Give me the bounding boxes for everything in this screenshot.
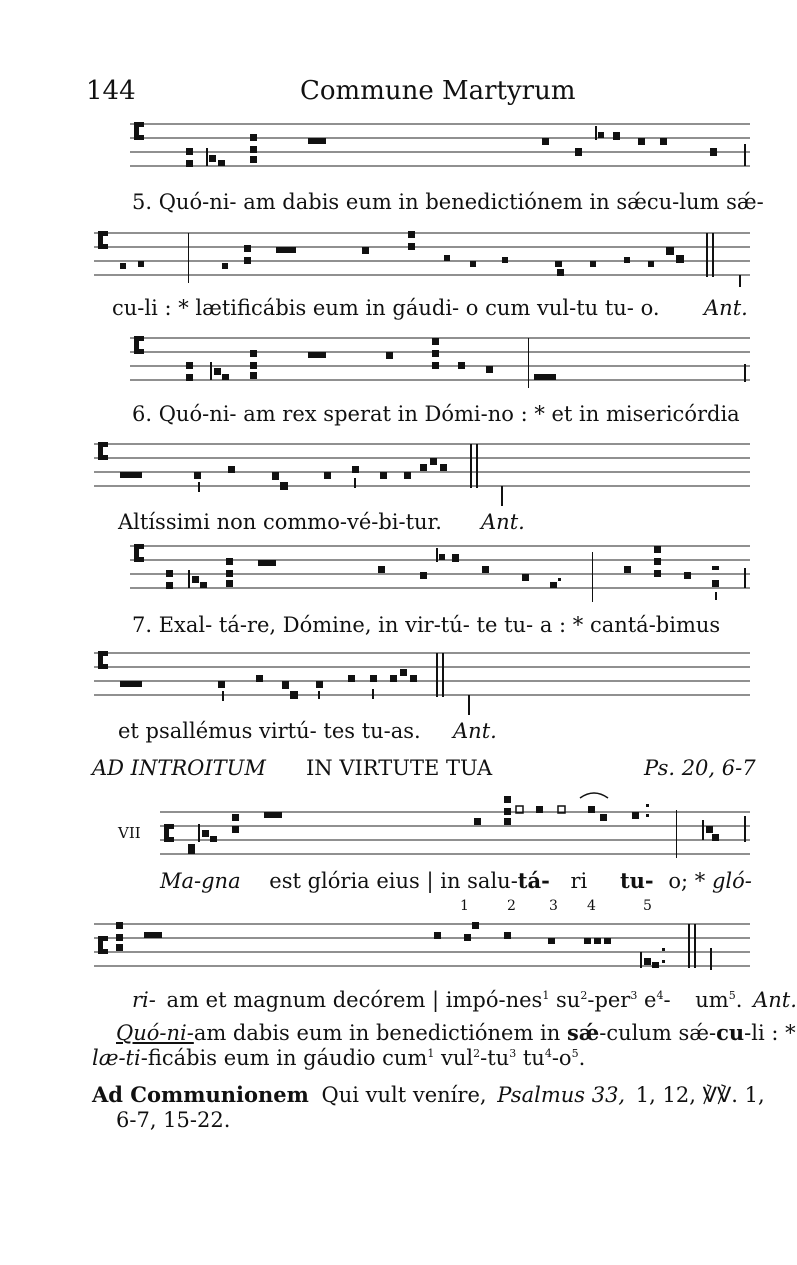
verse-5-ant: Ant. — [704, 296, 748, 320]
verse-7-ant: Ant. — [453, 719, 497, 743]
verse-6-line-1: 6. Quó-ni- am rex sperat in Dómi-no : * et in misericórdia — [132, 402, 740, 426]
psalm-verse-line-1: Quó-ni-am dabis eum in benedictiónem in sǽ-culum sǽ-cu-li : * — [116, 1020, 796, 1045]
verse-7-line-1: 7. Exal- tá-re, Dómine, in vir-tú- te tu- a : * cantá-bimus — [132, 613, 721, 637]
music-staff-7 — [160, 784, 750, 864]
verse-6-line-2: Altíssimi non commo-vé-bi-tur. — [118, 510, 442, 534]
introit-lyric-line-2: ri- am et magnum decórem | impó-nes$^1$ $su^2-per^3$ $e^4-$ $um^5$. Ant. — [132, 988, 797, 1012]
psalm-lae-ti: læ-ti — [92, 1046, 141, 1070]
communion-label: Ad Communionem — [92, 1082, 309, 1107]
introit-heading: AD INTROITUM — [92, 756, 266, 780]
lyric-magna: Ma-gna — [160, 869, 241, 893]
psalm-quo-ni: Quó-ni- — [116, 1021, 194, 1045]
verse-7-line-2: et psallémus virtú- tes tu-as. — [118, 719, 421, 743]
verse-5-line-1: 5. Quó-ni- am dabis eum in benedictiónem in sǽcu-lum sǽ- — [132, 190, 764, 214]
lyric-per: -per — [587, 988, 631, 1012]
psalm-verse-line-2: læ-ti-ficábis eum in gáudio cum$^1$ $vul^2-tu^3$ $tu^4-o^5$. — [92, 1046, 586, 1070]
introit-reference: Ps. 20, 6-7 — [644, 756, 756, 780]
music-staff-3 — [130, 330, 750, 392]
music-staff-4 — [94, 430, 750, 510]
music-staff-2 — [94, 225, 750, 287]
music-staff-6 — [94, 645, 750, 715]
page-number: 144 — [86, 76, 136, 106]
mode-label: VII — [118, 824, 141, 842]
introit-lyric-line-1 — [160, 868, 752, 893]
lyric-o: o; * — [668, 869, 706, 893]
pointing-number-2: 2 — [507, 898, 516, 914]
pointing-number-5: 5 — [643, 898, 652, 914]
pointing-number-1: 1 — [460, 898, 469, 914]
lyric-glo: gló- — [711, 869, 752, 893]
music-staff-1 — [130, 118, 750, 176]
lyric-ri: ri — [570, 869, 588, 893]
introit-ant: Ant. — [753, 988, 797, 1012]
music-staff-8 — [94, 912, 750, 982]
lyric-e: e — [644, 988, 657, 1012]
music-staff-5 — [130, 538, 750, 608]
verse-6-ant: Ant. — [481, 510, 525, 534]
lyric-ta: tá- — [517, 868, 550, 893]
communion-line-2: 6-7, 15-22. — [116, 1108, 231, 1132]
pointing-number-3: 3 — [549, 898, 558, 914]
lyric-su: su — [556, 988, 581, 1012]
pointing-number-4: 4 — [587, 898, 596, 914]
communion-line-1: Ad Communionem Qui vult veníre, Psalmus 33, 1, 12, ℣℣. 1, — [92, 1082, 765, 1107]
introit-title: IN VIRTUTE TUA — [306, 756, 493, 780]
running-title: Commune Martyrum — [300, 76, 576, 106]
lyric-tu: tu- — [619, 868, 654, 893]
lyric-est-gloria: est glória eius | in salu- — [269, 869, 518, 893]
lyric-ri-am: ri- — [132, 988, 156, 1012]
lyric-am-et-magnum: am et magnum decórem | impó-nes — [166, 988, 543, 1012]
verse-5-line-2: cu-li : * lætificábis eum in gáudi- o cum vul-tu tu- o. — [112, 296, 660, 320]
lyric-um: um — [695, 988, 729, 1012]
